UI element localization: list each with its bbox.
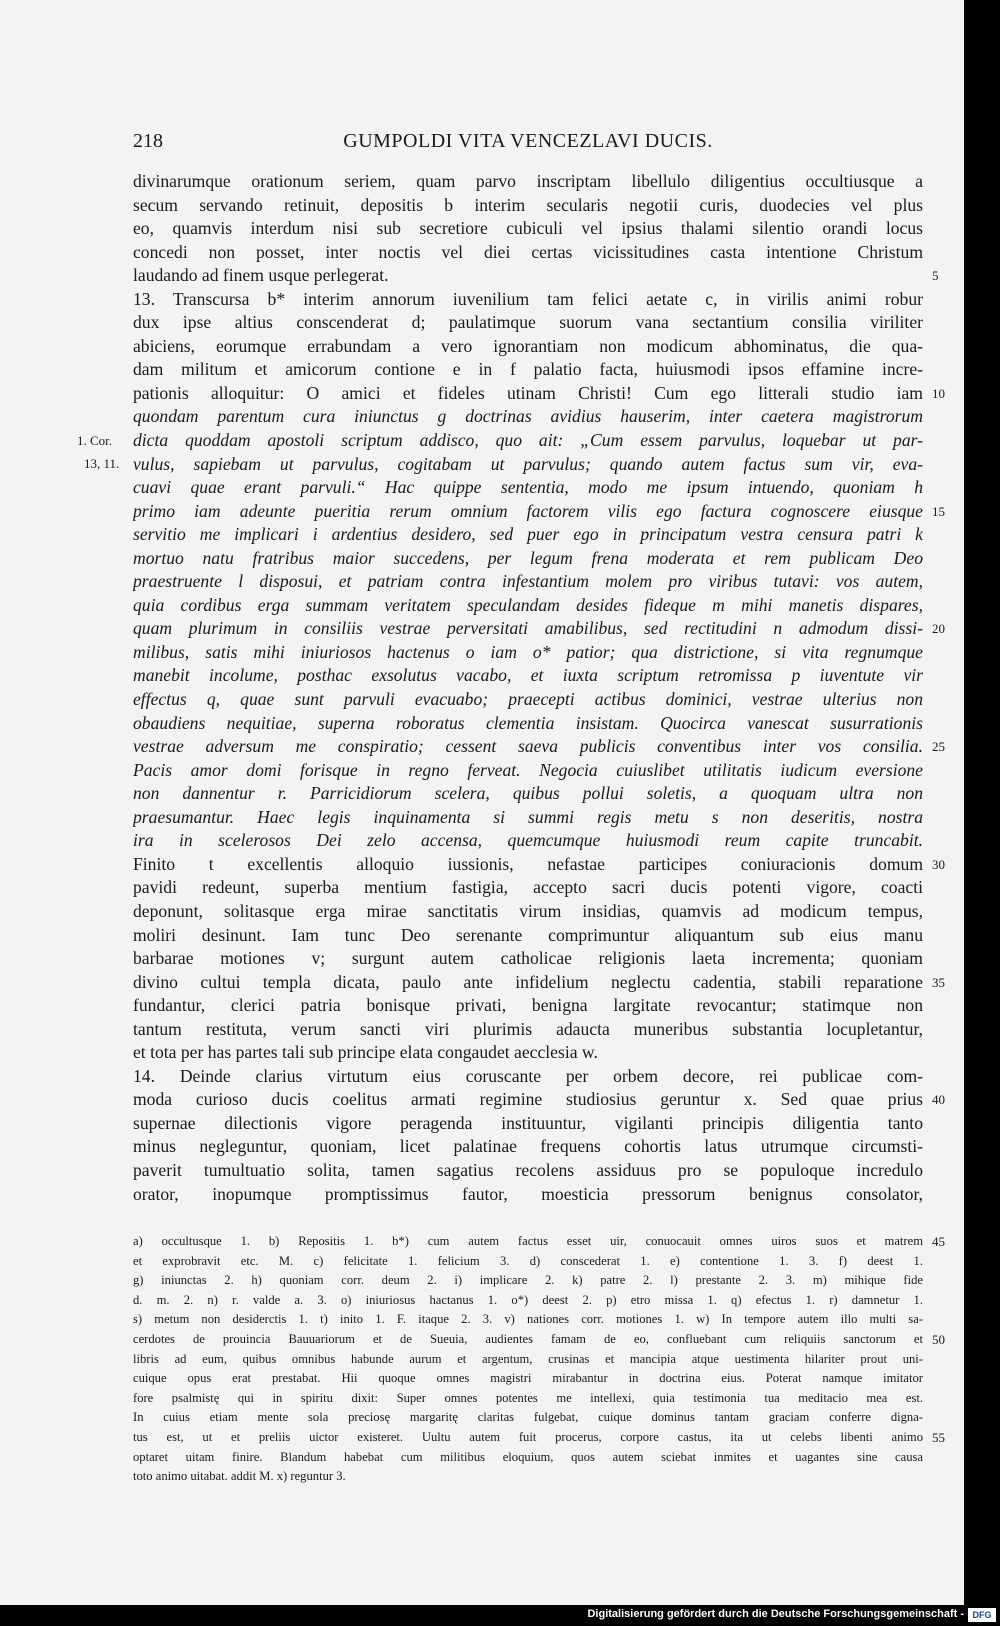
text-line: mortuo natu fratribus maior succedens, per legum frena moderata et rem publicam Deo [133,547,923,568]
text-line: quam plurimum in consiliis vestrae perversitati amabilibus, sed rectitudini n admodum dissi- [133,618,923,639]
dfg-logo: DFG [968,1608,996,1622]
text-line: eo, quamvis interdum nisi sub secretiore cubiculi vel ipsius thalami silentio orandi locus [133,218,923,239]
line-number: 15 [932,503,945,519]
text-line: pationis alloquitur: O amici et fideles utinam Christi! Cum ego litterali studio iam [133,382,923,403]
text-line: orator, inopumque promptissimus fautor, moesticia pressorum benignus consolator, [133,1183,923,1204]
footnote-line: s) metum non desiderctis 1. t) inito 1. F. itaque 2. 3. v) nationes corr. motiones 1. w) In tempore autem illo multi sa- [133,1312,923,1327]
line-number: 25 [932,739,945,755]
line-number: 35 [932,974,945,990]
text-line: vestrae adversum me conspiratio; cessent saeva publicis conventibus inter vos consilia. [133,736,923,757]
footnote-line-number: 50 [932,1332,945,1347]
text-line: Finito t excellentis alloquio iussionis, nefastae participes coniuracionis domum [133,853,923,874]
footnote-line: tus est, ut et preliis uictor existeret. Uultu autem fuit procerus, corpore castus, ita ut celebs libenti animo [133,1429,923,1444]
text-line: laudando ad finem usque perlegerat. [133,265,389,286]
text-line: ira in scelerosos Dei zelo accensa, quemcumque huiusmodi reum capite truncabit. [133,830,923,851]
footnotes [133,1232,923,1487]
text-line: milibus, satis mihi iniuriosos hactenus o iam o* patior; qua districtione, si vita regnumque [133,641,923,662]
line-number: 30 [932,856,945,872]
text-line: obaudiens nequitiae, superna roboratus clementia insistam. Quocirca vanescat susurrationis [133,712,923,733]
text-line: praesumantur. Haec legis inquinamenta si summi regis metu s non deseritis, nostra [133,806,923,827]
text-line: quia cordibus erga summam veritatem speculandam desides fideque m mihi manetis dispares, [133,594,923,615]
text-line: divinarumque orationum seriem, quam parvo inscriptam libellulo diligentius occultiusque a [133,171,923,191]
text-line: primo iam adeunte pueritia rerum omnium factorem vilis ego factura cognoscere eiusque [133,500,923,521]
text-line: et tota per has partes tali sub principe elata congaudet aecclesia w. [133,1042,598,1063]
text-line: concedi non posset, inter noctis vel diei certas vicissitudines casta intentione Christum [133,241,923,262]
text-line: cuavi quae erant parvuli.“ Hac quippe sententia, modo me ipsum intuendo, quoniam h [133,477,923,498]
text-line: dicta quoddam apostoli scriptum addisco, quo ait: „Cum essem parvulus, loquebar ut par- [133,430,923,451]
footnote-line: g) iniunctas 2. h) quoniam corr. deum 2. i) implicare 2. k) patre 2. l) prestante 2. 3. m) mihique fide [133,1273,923,1288]
footnote-line: optaret uitam finire. Blandum habebat cum militibus eloquium, quos autem sciebat inmites et uagantes sine causa [133,1449,923,1464]
footnote-line: d. m. 2. n) r. valde a. 3. o) iniuriosus hactanus 1. o*) deest 2. p) etro missa 1. q) efectus 1. r) damnetur 1. [133,1292,923,1307]
text-line: fundantur, clerici patria bonisque privati, benigna largitate revocantur; statimque non [133,995,923,1016]
footer-bar [0,1605,1000,1626]
text-line: paverit tumultuatio solita, tamen sagatius recolens assiduus pro se populoque incredulo [133,1159,923,1180]
text-line: Pacis amor domi forisque in regno ferveat. Negocia cuiuslibet utilitatis iudicum eversione [133,759,923,780]
text-line: minus negleguntur, quoniam, licet palatinae frequens cohortis latus utrumque circumsti- [133,1136,923,1157]
text-line: 13. Transcursa b* interim annorum iuvenilium tam felici aetate c, in virilis animi robur [133,288,923,309]
footnote-line-number: 55 [932,1430,945,1445]
running-title: GUMPOLDI VITA VENCEZLAVI DUCIS. [343,130,713,152]
line-number: 10 [932,385,945,401]
line-number: 40 [932,1092,945,1108]
footnote-line: cerdotes de prouincia Bauuariorum et de Sueuia, audientes famam de eo, confluebant cum reliquiis sanctorum et [133,1331,923,1346]
text-line: moliri desinunt. Iam tunc Deo serenante comprimuntur aliquantum sub eius manu [133,924,923,945]
text-line: tantum restituta, verum sancti viri plurimis adaucta muneribus substantia locupletantur, [133,1018,923,1039]
text-line: non dannentur r. Parricidiorum scelera, quibus pollui soletis, a quoquam ultra non [133,783,923,804]
footnote-line: fore psalmistę qui in spiritu dixit: Super omnes potentes me intellexi, quia testimonia tua meditacio mea est. [133,1390,923,1405]
main-text [133,170,923,1206]
footnote-line: a) occultusque 1. b) Repositis 1. b*) cum autem factus esset uir, conuocauit omnes uiros suos et matrem [133,1234,923,1248]
text-line: 14. Deinde clarius virtutum eius coruscante per orbem decore, rei publicae com- [133,1065,923,1086]
text-line: dux ipse altius conscenderat d; paulatimque suorum vana sectantium consilia viriliter [133,312,923,333]
text-line: manebit incolume, posthac exsolutus vacabo, et iuxta scriptum retromissa p iuventute vir [133,665,923,686]
marginal-reference: 13, 11. [84,456,120,471]
text-line: deponunt, solitasque erga mirae sanctitatis virum insidias, quamvis ad modicum tempus, [133,900,923,921]
text-line: moda curioso ducis coelitus armati regimine studiosius geruntur x. Sed quae prius [133,1089,923,1110]
text-line: supernae dilectionis vigore peragenda instituuntur, vigilanti principis diligentia tanto [133,1112,923,1133]
line-number: 5 [932,268,939,284]
text-line: praestruente l disposui, et patriam contra infestantium molem pro viribus tutavi: vos autem, [133,571,923,592]
footnote-line-number: 45 [932,1234,945,1249]
text-line: effectus q, quae sunt parvuli evacuabo; praecepti actibus dominici, vestrae ulterius non [133,689,923,710]
text-line: quondam parentum cura iniunctus g doctrinas avidius hauserim, inter caetera magistrorum [133,406,923,427]
text-line: pavidi redeunt, superba mentium fastigia, accepto sacri ducis potenti vigore, coacti [133,877,923,898]
marginal-reference: 1. Cor. [77,433,113,448]
footnote-line: toto animo uitabat. addit M. x) reguntur 3. [133,1469,346,1484]
funding-notice: Digitalisierung gefördert durch die Deutsche Forschungsgemeinschaft - [587,1608,964,1620]
footnote-line: libris ad eum, quibus omnibus habunde aurum et argentum, crusinas et mancipia atque uestimenta hilariter prout uni- [133,1351,923,1366]
footnote-line: et exprobravit etc. M. c) felicitate 1. felicium 3. d) conscederat 1. e) contentione 1. 3. f) deest 1. [133,1253,923,1268]
text-line: barbarae motiones v; surgunt autem catholicae religionis laeta incrementa; quoniam [133,948,923,969]
page-number: 218 [133,130,163,152]
text-line: divino cultui templa dicata, paulo ante infidelium neglectu cadentia, stabili reparatione [133,971,923,992]
text-line: secum servando retinuit, depositis b interim secularis negotii curis, duodecies vel plus [133,194,923,215]
text-line: servitio me implicari i ardentius desidero, sed puer ego in principatum vestra censura patri k [133,524,923,545]
text-line: dam militum et amicorum contione e in f palatio facta, huiusmodi ipsos effamine incre- [133,359,923,380]
page-header [133,130,923,156]
text-line: abiciens, eorumque errabundam a vero ignorantiam non modicum abhominatus, die qua- [133,335,923,356]
footnote-line: cuique opus erat prestabat. Hii quoque omnes magistri mirabantur in doctrina eius. Poterat namque imitator [133,1371,923,1386]
line-number: 20 [932,621,945,637]
footnote-line: In cuius etiam mente sola preciosę margaritę claritas fulgebat, cuique dominus tantam graciam conferre digna- [133,1410,923,1425]
text-line: vulus, sapiebam ut parvulus, cogitabam ut parvulus; quando autem factus sum vir, eva- [133,453,923,474]
